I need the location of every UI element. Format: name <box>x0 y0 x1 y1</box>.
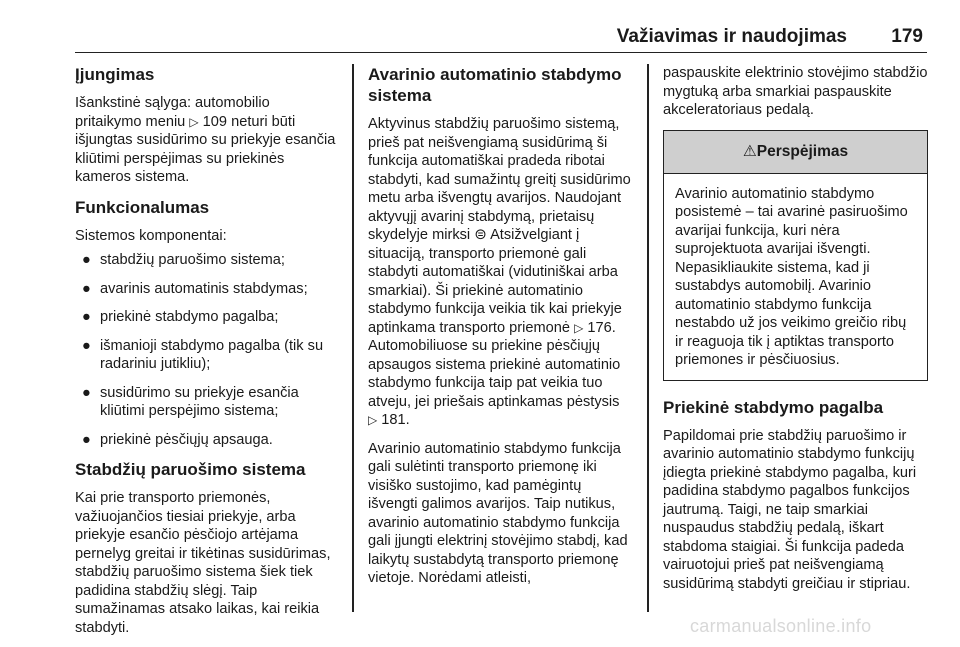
paragraph: Aktyvinus stabdžių paruošimo sistemą, prieš pat neišvengiamą susidūrimą ši funkcija automatiškai pradeda ribotai stabdyti, kad sumažintų greitį susidūrimo metu arba išvengtų avarijos. Naudojant aktyvųjį avarinį stabdymą, prietaisų skydelyje mirksi ⊜ Atsižvelgiant į situaciją, transporto priemonė gali stabdyti automatiškai (vidutiniškai arba smarkiai). Ši priekinė automatinio stabdymo funkcija veikia tik kai priekyje aptinkama transporto priemonė ▷ 176. Automobiliuose su priekine pėsčiųjų apsaugos sistema priekinė automatinio stabdymo funkcija taip pat veikia tuo atveju, jei priešais aptinkamas pėstysis ▷ 181. <box>368 116 631 428</box>
page-ref-arrow-icon: ▷ <box>189 114 199 129</box>
heading-avarinio: Avarinio automatinio stabdymo sistema <box>368 65 622 105</box>
column-divider <box>647 64 649 612</box>
warning-box <box>663 130 928 381</box>
bullet-icon: ● <box>82 384 91 401</box>
running-title: Važiavimas ir naudojimas <box>616 26 847 47</box>
bullet-icon: ● <box>82 309 91 325</box>
column-right <box>663 64 928 603</box>
paragraph: Avarinio automatinio stabdymo funkcija gali sulėtinti transporto priemonę iki visiško sustojimo, kad pamėgintų išvengti galimos avarijos. Taip nutikus, avarinio automatinio stabdymo funkcija gali įjungti elektrinį stovėjimo stabdį, kad laikytų sustabdytą transporto priemonę vietoje. Norėdami atleisti, <box>368 440 628 586</box>
page-header <box>75 26 927 53</box>
page-number: 179 <box>891 26 923 47</box>
page-ref-arrow-icon: ▷ <box>574 320 584 335</box>
column-left <box>75 64 337 647</box>
warning-header <box>664 131 927 174</box>
bullet-icon: ● <box>82 252 91 268</box>
page-ref[interactable]: 109 <box>202 113 228 130</box>
page-ref[interactable]: 181 <box>381 412 406 428</box>
heading-stabdziu: Stabdžių paruošimo sistema <box>75 460 306 479</box>
list-item: ● priekinė stabdymo pagalba; <box>82 309 279 325</box>
heading-funkcionalumas: Funkcionalumas <box>75 197 210 217</box>
warning-body: Avarinio automatinio stabdymo posistemė – tai avarinė pasiruošimo avarijai funkcija, kuri nėra suprojektuota avarijai išvengti. Nepasikliaukite sistema, kad ji sustabdys automobilį. Avarinio automatinio stabdymo funkcija nestabdo už jos veikimo greičio ribų ir reaguoja tik į aptiktas transporto priemones ir pėsčiuosius. <box>675 185 908 368</box>
paragraph: paspauskite elektrinio stovėjimo stabdžio mygtuką arba smarkiai paspauskite akceleratoriaus pedalą. <box>663 65 928 118</box>
list-item: ● išmanioji stabdymo pagalba (tik su radariniu jutikliu); <box>82 337 324 372</box>
heading-priekine: Priekinė stabdymo pagalba <box>663 397 884 417</box>
component-list <box>75 251 337 449</box>
bullet-icon: ● <box>82 280 91 297</box>
heading-ijungimas: Įjungimas <box>75 65 155 84</box>
paragraph: Išankstinė sąlyga: automobilio pritaikymo meniu ▷ 109 neturi būti išjungtas susidūrimo su priekyje esančia kliūtimi perspėjimas su priekinės kameros sistema. <box>75 95 336 185</box>
column-divider <box>352 64 354 612</box>
paragraph: Kai prie transporto priemonės, važiuojančios tiesiai priekyje, arba priekyje esančio pėsčiojo artėjama pernelyg greitai ir tikėtinas susidūrimas, stabdžių paruošimo sistema šiek tiek padidina stabdžių slėgį. Taip sumažinamas atsako laikas, kai reikia stabdyti. <box>75 490 331 636</box>
warning-title: Perspėjimas <box>756 142 849 160</box>
paragraph: Papildomai prie stabdžių paruošimo ir avarinio automatinio stabdymo funkcijų įdiegta priekinė stabdymo pagalba, kuri padidina stabdymo pagalbos funkcijos jautrumą. Taigi, ne taip smarkiai nuspaudus stabdžių pedalą, iškart stabdoma staigiai. Ši funkcija padeda vairuotojui prieš pat neišvengiamą susidūrimą stabdyti greičiau ir stipriau. <box>663 427 917 592</box>
warning-triangle-icon: ⚠ <box>742 142 757 160</box>
list-item: ● susidūrimo su priekyje esančia kliūtimi perspėjimo sistema; <box>82 384 299 419</box>
paragraph: Sistemos komponentai: <box>75 227 227 244</box>
list-item: ● avarinis automatinis stabdymas; <box>82 280 308 297</box>
bullet-icon: ● <box>82 431 91 448</box>
bullet-icon: ● <box>82 337 91 354</box>
page-ref-arrow-icon: ▷ <box>368 413 378 427</box>
watermark: carmanualsonline.info <box>690 616 872 636</box>
brake-warning-icon: ⊜ <box>474 226 487 243</box>
list-item: ● priekinė pėsčiųjų apsauga. <box>82 431 273 448</box>
list-item: ● stabdžių paruošimo sistema; <box>82 252 285 268</box>
column-middle <box>368 64 632 598</box>
page-ref[interactable]: 176 <box>587 319 612 336</box>
